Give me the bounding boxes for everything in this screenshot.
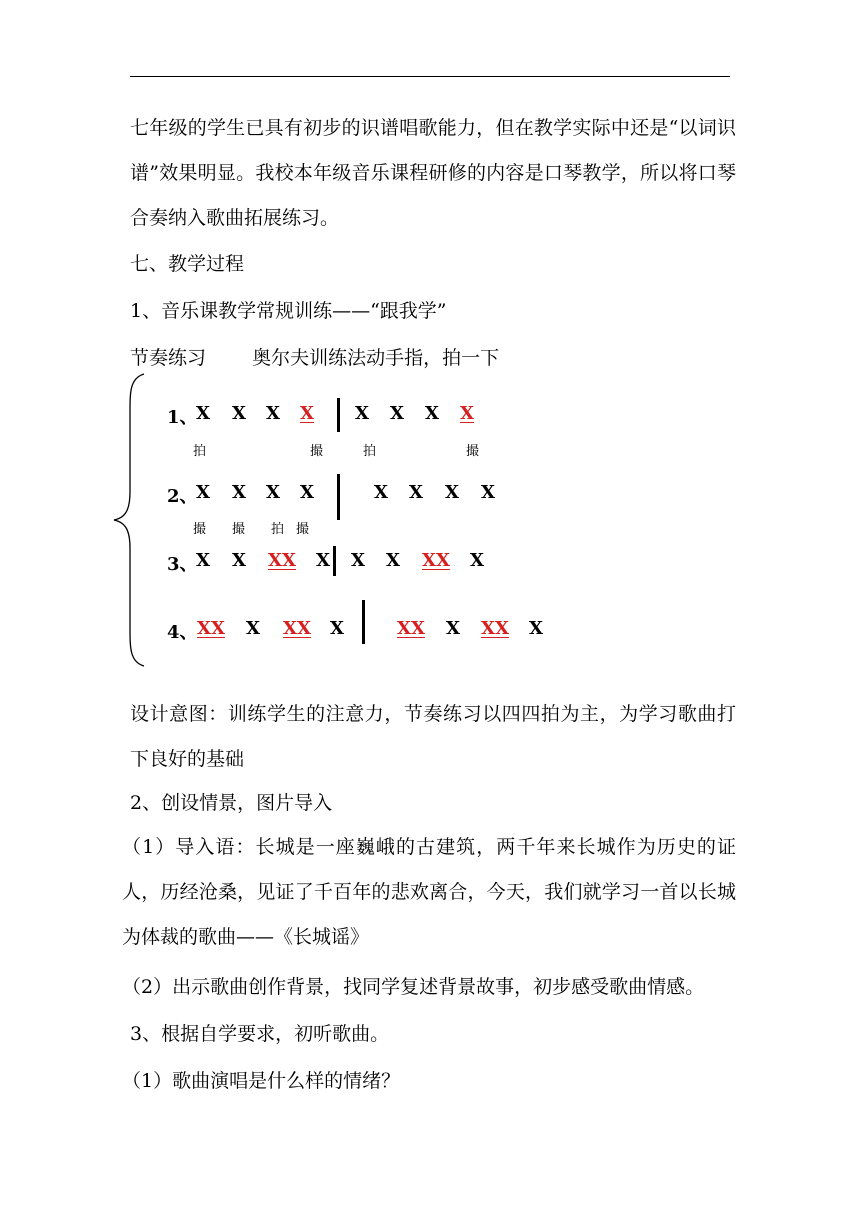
note: X (266, 482, 280, 503)
syllable: 撮 (296, 522, 310, 537)
note: X (232, 550, 246, 571)
note: X (446, 618, 460, 639)
note: X (425, 403, 439, 424)
step-2-item-1: （1）导入语：长城是一座巍峨的古建筑，两千年来长城作为历史的证人，历经沧桑，见证了千百年的悲欢离合，今天，我们就学习一首以长城为体裁的歌曲——《长城谣》 (122, 836, 736, 948)
step-2-item-2: （2）出示歌曲创作背景，找同学复述背景故事，初步感受歌曲情感。 (122, 976, 705, 998)
note: X (316, 550, 330, 571)
note-accent: XX (422, 550, 450, 571)
note: X (355, 403, 369, 424)
note: X (330, 618, 344, 639)
note: X (196, 550, 210, 571)
note: X (300, 482, 314, 503)
step-3-item-1: （1）歌曲演唱是什么样的情绪？ (122, 1070, 401, 1092)
syllable: 撮 (193, 522, 207, 537)
note: X (386, 550, 400, 571)
rhythm-title: 节奏练习 (130, 347, 207, 369)
syllable: 撮 (466, 444, 480, 459)
step-1-title: 1、音乐课教学常规训练——“跟我学” (130, 300, 447, 322)
left-curly-brace (110, 372, 150, 668)
note: X (409, 482, 423, 503)
header-rule (130, 76, 730, 77)
note: X (351, 550, 365, 571)
note-accent: XX (268, 550, 296, 571)
note-accent: XX (481, 618, 509, 639)
note: X (374, 482, 388, 503)
note: X (196, 482, 210, 503)
note: X (390, 403, 404, 424)
note: X (232, 482, 246, 503)
rhythm-heading (130, 343, 499, 370)
rhythm-description: 奥尔夫训练法动手指，拍一下 (252, 347, 500, 369)
note: X (246, 618, 260, 639)
row-number: 3、 (167, 554, 198, 575)
intro-paragraph: 七年级的学生已具有初步的识谱唱歌能力，但在教学实际中还是“以词识谱”效果明显。我校本年级音乐课程研修的内容是口琴教学，所以将口琴合奏纳入歌曲拓展练习。 (130, 117, 736, 229)
note-accent: XX (283, 618, 311, 639)
note: X (445, 482, 459, 503)
design-intent: 设计意图：训练学生的注意力，节奏练习以四四拍为主，为学习歌曲打下良好的基础 (130, 703, 736, 770)
note-accent: X (460, 403, 474, 424)
bar-line (337, 474, 340, 520)
step-2-title: 2、创设情景，图片导入 (130, 792, 333, 814)
row-number: 1、 (167, 407, 198, 428)
syllable: 拍 (193, 444, 207, 459)
bar-line (333, 546, 336, 576)
syllable: 拍 (271, 522, 285, 537)
note-accent: XX (397, 618, 425, 639)
note: X (232, 403, 246, 424)
note: X (470, 550, 484, 571)
row-number: 4、 (167, 622, 198, 643)
note: X (481, 482, 495, 503)
section-heading: 七、教学过程 (130, 253, 245, 275)
note-accent: X (300, 403, 314, 424)
syllable: 撮 (232, 522, 246, 537)
note-accent: XX (197, 618, 225, 639)
note: X (196, 403, 210, 424)
syllable: 拍 (363, 444, 377, 459)
bar-line (362, 600, 365, 644)
step-3-title: 3、根据自学要求，初听歌曲。 (130, 1023, 390, 1045)
row-number: 2、 (167, 486, 198, 507)
bar-line (337, 398, 340, 432)
note: X (529, 618, 543, 639)
syllable: 撮 (310, 444, 324, 459)
note: X (266, 403, 280, 424)
